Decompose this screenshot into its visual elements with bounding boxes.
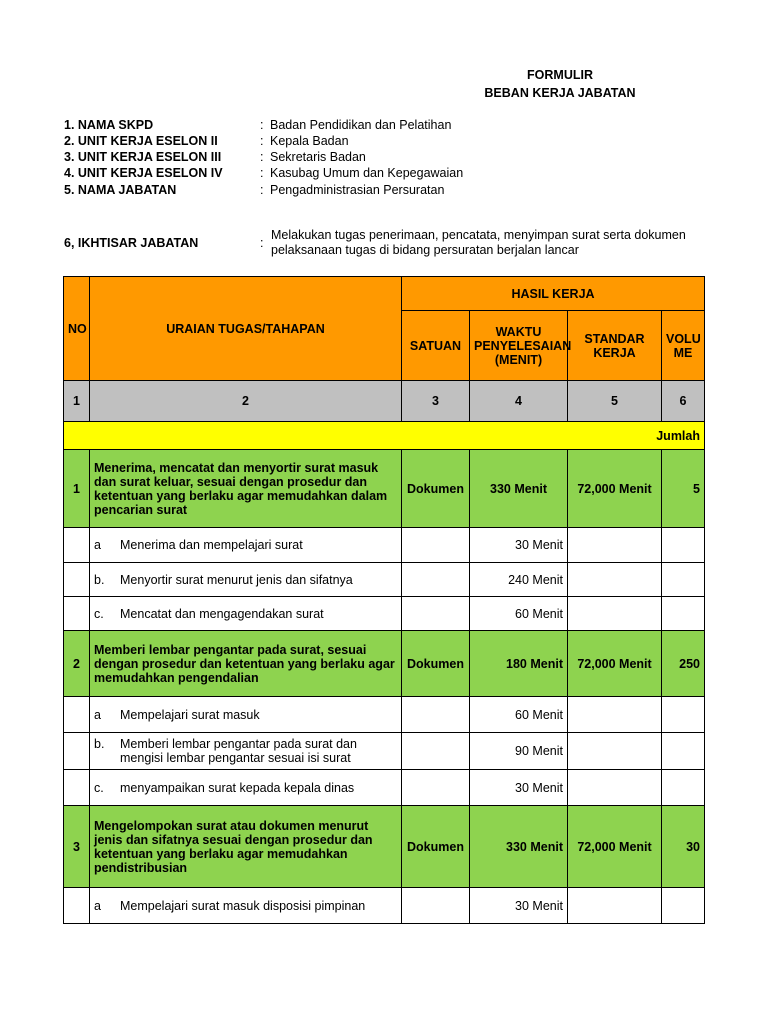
ikhtisar-row [64,226,714,262]
info-row-skpd [64,118,714,135]
task-waktu: 180 Menit [470,631,568,697]
header-satuan: SATUAN [402,311,470,381]
jumlah-row: Jumlah [64,422,705,450]
ikhtisar-value: Melakukan tugas penerimaan, pencatata, menyimpan surat serta dokumen pelaksanaan tugas di bidang persuratan berjalan lancar [271,228,686,257]
task-row [64,806,705,888]
task-waktu: 330 Menit [470,450,568,528]
task-description: Mengelompokan surat atau dokumen menurut jenis dan sifatnya sesuai dengan prosedur dan ketentuan yang berlaku agar memudahkan pendistribusian [90,806,402,888]
task-volume: 30 [662,806,705,888]
subtask-text: Menerima dan mempelajari surat [120,538,303,552]
task-no: 2 [64,631,90,697]
ikhtisar-label: 6, IKHTISAR JABATAN [64,236,199,250]
subtask-waktu: 240 Menit [470,563,568,597]
subtask-waktu: 60 Menit [470,697,568,733]
form-title: FORMULIR [527,68,593,82]
info-label: 5. NAMA JABATAN [64,183,177,197]
header-hasil-kerja: HASIL KERJA [402,277,705,311]
header-no: NO [64,277,90,381]
subtask-text: menyampaikan surat kepada kepala dinas [120,780,355,795]
subtask-waktu: 60 Menit [470,597,568,631]
task-no: 1 [64,450,90,528]
info-value: Pengadministrasian Persuratan [270,183,445,197]
subtask-letter: c. [94,606,104,621]
header-waktu: WAKTU PENYELESAIAN (MENIT) [470,311,568,381]
header-standar: STANDAR KERJA [568,311,662,381]
header-volume: VOLU ME [662,311,705,381]
subtask-letter: b. [94,572,105,587]
subtask-text: Memberi lembar pengantar pada surat dan mengisi lembar pengantar sesuai isi surat [120,737,357,765]
subtask-row [64,563,705,597]
subtask-waktu: 90 Menit [470,733,568,770]
info-value: Badan Pendidikan dan Pelatihan [270,118,452,132]
task-volume: 5 [662,450,705,528]
task-satuan: Dokumen [402,631,470,697]
info-row-eselon-iv [64,166,714,183]
info-row-eselon-ii [64,134,714,151]
info-value: Kepala Badan [270,134,349,148]
info-label: 2. UNIT KERJA ESELON II [64,134,218,148]
info-colon: : [260,134,264,148]
subtask-row [64,888,705,924]
subtask-text: Mempelajari surat masuk disposisi pimpinan [120,898,366,913]
subtask-text: Menyortir surat menurut jenis dan sifatnya [120,572,353,587]
info-colon: : [260,150,264,164]
subtask-waktu: 30 Menit [470,528,568,563]
task-satuan: Dokumen [402,806,470,888]
subtask-letter: c. [94,780,104,795]
info-value: Sekretaris Badan [270,150,366,164]
column-number: 6 [662,381,705,422]
info-label: 1. NAMA SKPD [64,118,154,132]
column-number: 2 [90,381,402,422]
subtask-letter: a [94,898,101,913]
info-label: 4. UNIT KERJA ESELON IV [64,166,223,180]
subtask-row [64,733,705,770]
info-row-jabatan [64,183,714,200]
column-number: 4 [470,381,568,422]
info-colon: : [260,166,264,180]
task-standar: 72,000 Menit [568,806,662,888]
subtask-row [64,528,705,563]
form-subtitle: BEBAN KERJA JABATAN [484,86,636,100]
column-number: 1 [64,381,90,422]
header-uraian: URAIAN TUGAS/TAHAPAN [90,277,402,381]
info-colon: : [260,183,264,197]
task-description: Menerima, mencatat dan menyortir surat masuk dan surat keluar, sesuai dengan prosedur dan ketentuan yang berlaku agar memudahkan dalam pencarian surat [90,450,402,528]
column-number: 3 [402,381,470,422]
task-satuan: Dokumen [402,450,470,528]
task-volume: 250 [662,631,705,697]
task-standar: 72,000 Menit [568,450,662,528]
task-no: 3 [64,806,90,888]
subtask-row [64,770,705,806]
task-description: Memberi lembar pengantar pada surat, sesuai dengan prosedur dan ketentuan yang berlaku agar memudahkan pengendalian [90,631,402,697]
subtask-row [64,597,705,631]
subtask-letter: b. [94,737,105,751]
task-standar: 72,000 Menit [568,631,662,697]
ikhtisar-colon: : [260,236,264,250]
task-row [64,631,705,697]
subtask-waktu: 30 Menit [470,888,568,924]
subtask-text: Mencatat dan mengagendakan surat [120,606,324,621]
task-row [64,450,705,528]
subtask-waktu: 30 Menit [470,770,568,806]
subtask-letter: a [94,707,101,722]
subtask-letter: a [94,538,101,552]
info-label: 3. UNIT KERJA ESELON III [64,150,222,164]
info-row-eselon-iii [64,150,714,167]
subtask-text: Mempelajari surat masuk [120,707,260,722]
column-number: 5 [568,381,662,422]
info-value: Kasubag Umum dan Kepegawaian [270,166,464,180]
workload-table [63,276,705,924]
info-colon: : [260,118,264,132]
task-waktu: 330 Menit [470,806,568,888]
subtask-row [64,697,705,733]
